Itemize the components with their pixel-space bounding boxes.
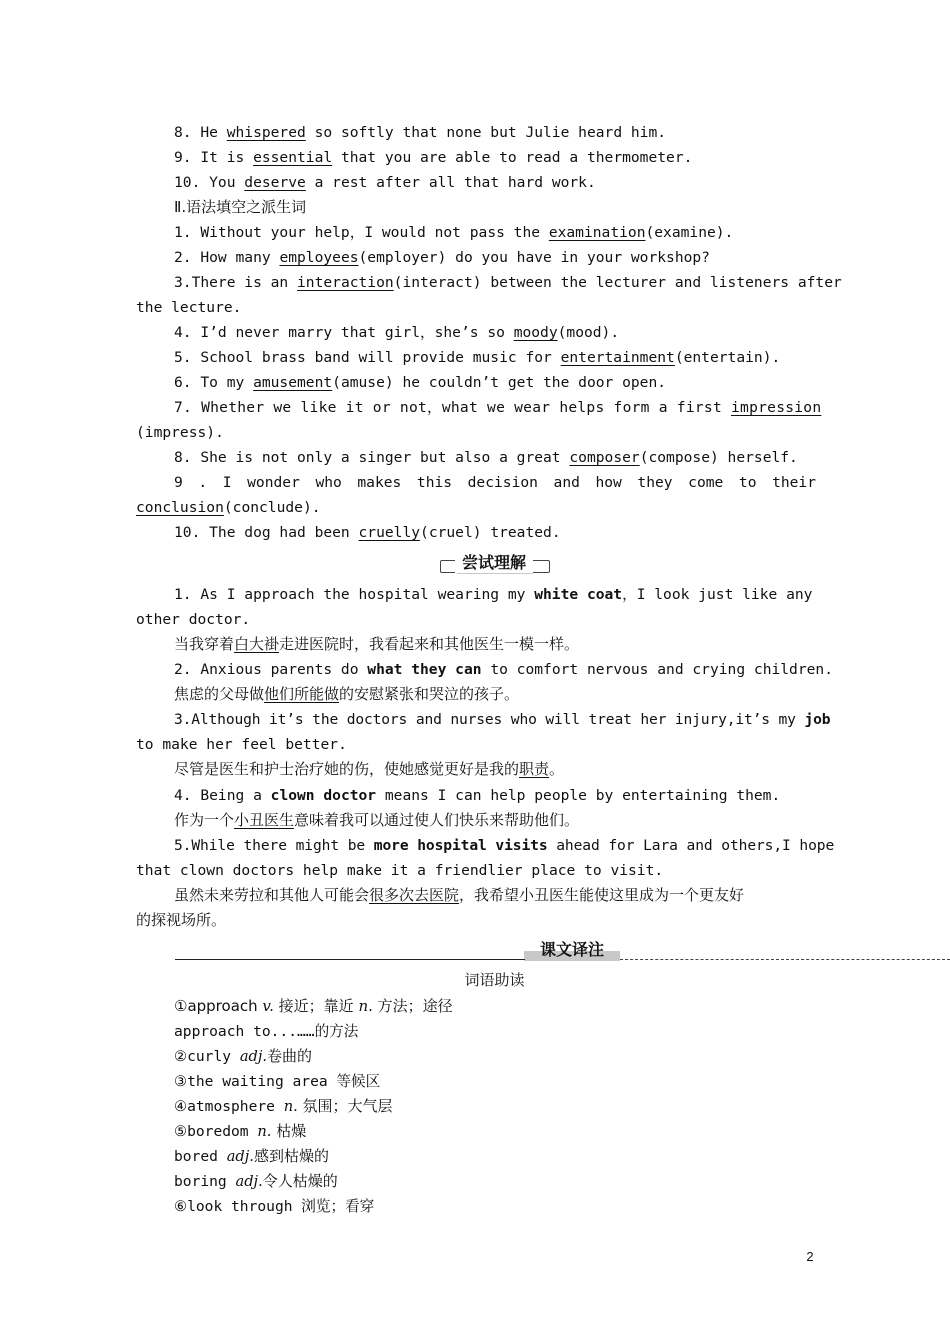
key-translation: 小丑医生 (234, 811, 295, 829)
section-heading: Ⅱ.语法填空之派生词 (174, 198, 307, 216)
translation-4 (174, 808, 816, 833)
text: ⑤boredom (174, 1123, 258, 1140)
section-rule-left (175, 959, 525, 960)
page-number: 2 (806, 1249, 814, 1264)
answer: entertainment (560, 349, 675, 366)
sentence-1 (174, 582, 816, 607)
glossary-item-5b (174, 1144, 816, 1169)
key-phrase: white coat (534, 586, 623, 603)
text: 5. School brass band will provide music for (174, 349, 561, 366)
part-of-speech: n. (283, 1098, 298, 1115)
text: 意味着我可以通过使人们快乐来帮助他们。 (294, 811, 580, 829)
sentence-3 (174, 707, 831, 732)
text: (compose) herself. (639, 449, 798, 466)
glossary-title: 词语助读 (464, 971, 525, 989)
answer: essential (253, 149, 333, 166)
banner-label: 尝试理解 (455, 552, 533, 573)
text: 7. Whether we like it or not，what we wear helps form a first (174, 399, 732, 416)
glossary-item-5c (174, 1169, 816, 1194)
glossary-item-6: ⑥look through 浏览；看穿 (174, 1198, 375, 1215)
text: (amuse) he couldn’t get the door open. (332, 374, 667, 391)
text: 1. As I approach the hospital wearing my (174, 586, 535, 603)
text: 接近；靠近 (273, 997, 359, 1015)
text: 虽然未来劳拉和其他人可能会 (174, 886, 370, 904)
part-of-speech: adj. (235, 1173, 263, 1190)
text: 8. She is not only a singer but also a great (174, 449, 570, 466)
answer: impression (731, 399, 822, 416)
text: (cruel) treated. (420, 524, 561, 541)
derive-line-7-cont: (impress). (136, 424, 224, 441)
text: 。 (549, 760, 565, 778)
key-translation: 他们所能做 (264, 685, 340, 703)
glossary-item-3: ③the waiting area 等候区 (174, 1073, 381, 1090)
text: 10. You (174, 174, 245, 191)
section-banner-comprehension (440, 552, 550, 576)
text: 1. Without your help，I would not pass the (174, 224, 549, 241)
key-translation: 白大褂 (234, 635, 280, 653)
text: so softly that none but Julie heard him. (305, 124, 667, 141)
glossary-item-2 (174, 1044, 816, 1069)
text: 3.Although it’s the doctors and nurses who will treat her injury,it’s my (174, 711, 805, 728)
sentence-1-cont: other doctor. (136, 611, 251, 628)
text: 走进医院时，我看起来和其他医生一模一样。 (279, 635, 580, 653)
glossary-item-5 (174, 1119, 816, 1144)
derive-line-10 (174, 520, 816, 545)
text: ，我希望小丑医生能使这里成为一个更友好 (459, 886, 745, 904)
text: ④atmosphere (174, 1098, 284, 1115)
answer: deserve (244, 174, 306, 191)
text: 当我穿着 (174, 635, 235, 653)
text: 4. I’d never marry that girl，she’s so (174, 324, 514, 341)
key-phrase: job (804, 711, 831, 728)
text: 枯燥 (271, 1122, 307, 1140)
text: 2. Anxious parents do (174, 661, 368, 678)
text: (mood). (557, 324, 620, 341)
derive-line-8 (174, 445, 816, 470)
vocab-line-8 (174, 120, 816, 145)
key-phrase: what they can (367, 661, 482, 678)
text: 10. The dog had been (174, 524, 359, 541)
text: (examine). (645, 224, 734, 241)
text: 4. Being a (174, 787, 271, 804)
text: 氛围；大气层 (297, 1097, 393, 1115)
translation-5 (174, 883, 816, 908)
answer: employees (279, 249, 359, 266)
text: ahead for Lara and others,I hope (547, 837, 835, 854)
text: boring (174, 1173, 236, 1190)
translation-2 (174, 682, 816, 707)
translation-3 (174, 757, 816, 782)
answer: amusement (253, 374, 333, 391)
text: 令人枯燥的 (262, 1172, 338, 1190)
text: 8. He (174, 124, 227, 141)
text: 感到枯燥的 (253, 1147, 329, 1165)
sentence-3-cont: to make her feel better. (136, 736, 347, 753)
text: (interact) between the lecturer and listeners after (393, 274, 842, 291)
text: ①approach (174, 997, 263, 1015)
text: means I can help people by entertaining them. (376, 787, 781, 804)
part-of-speech: adj. (239, 1048, 268, 1065)
sentence-5 (174, 833, 835, 858)
text: bored (174, 1148, 227, 1165)
derive-line-3-cont: the lecture. (136, 299, 242, 316)
text: 尽管是医生和护士治疗她的伤，使她感觉更好是我的 (174, 760, 520, 778)
key-phrase: more hospital visits (373, 837, 548, 854)
text: ，I look just like any (622, 586, 813, 603)
banner-label: 课文译注 (539, 940, 604, 959)
part-of-speech: n. (358, 997, 373, 1015)
text: 5.While there might be (174, 837, 374, 854)
text: to comfort nervous and crying children. (481, 661, 833, 678)
sentence-4 (174, 783, 816, 808)
text: 卷曲的 (267, 1047, 313, 1065)
answer: interaction (297, 274, 394, 291)
answer: conclusion (136, 499, 224, 516)
glossary-item-1 (174, 994, 816, 1019)
answer: examination (548, 224, 646, 241)
text: 3.There is an (174, 274, 298, 291)
glossary-item-1b: approach to...……的方法 (174, 1023, 359, 1040)
key-translation: 职责 (519, 760, 550, 778)
text: that you are able to read a thermometer. (332, 149, 693, 166)
translation-1 (174, 632, 816, 657)
text: 焦虑的父母做 (174, 685, 265, 703)
section-banner-text-notes (524, 940, 620, 962)
part-of-speech: n. (257, 1123, 272, 1140)
vocab-line-10 (174, 170, 816, 195)
text: (employer) do you have in your workshop? (358, 249, 710, 266)
text: a rest after all that hard work. (305, 174, 596, 191)
derive-line-1 (174, 220, 816, 245)
key-phrase: clown doctor (270, 787, 377, 804)
text: ②curly (174, 1048, 240, 1065)
text: (conclude). (223, 499, 321, 516)
sentence-5-cont: that clown doctors help make it a friendlier place to visit. (136, 862, 664, 879)
answer: cruelly (358, 524, 421, 541)
sentence-2 (174, 657, 833, 682)
text: 的安慰紧张和哭泣的孩子。 (339, 685, 520, 703)
derive-line-2 (174, 245, 816, 270)
text: (entertain). (674, 349, 781, 366)
part-of-speech: adj. (226, 1148, 254, 1165)
text: 6. To my (174, 374, 254, 391)
answer: composer (569, 449, 640, 466)
glossary-item-4 (174, 1094, 816, 1119)
answer: whispered (226, 124, 306, 141)
section-rule-right (620, 959, 950, 960)
derive-line-9-cont (136, 495, 816, 520)
translation-5-cont: 的探视场所。 (136, 911, 227, 929)
vocab-line-9 (174, 145, 816, 170)
derive-line-7 (174, 395, 822, 420)
part-of-speech: v. (262, 997, 274, 1015)
derive-line-3 (174, 270, 842, 295)
derive-line-9: 9 . I wonder who makes this decision and how they come to their (174, 474, 816, 491)
derive-line-6 (174, 370, 816, 395)
text: 方法；途径 (372, 997, 453, 1015)
text: 2. How many (174, 249, 280, 266)
derive-line-4 (174, 320, 816, 345)
answer: moody (513, 324, 558, 341)
key-translation: 很多次去医院 (369, 886, 460, 904)
derive-line-5 (174, 345, 816, 370)
text: 作为一个 (174, 811, 235, 829)
text: 9. It is (174, 149, 254, 166)
